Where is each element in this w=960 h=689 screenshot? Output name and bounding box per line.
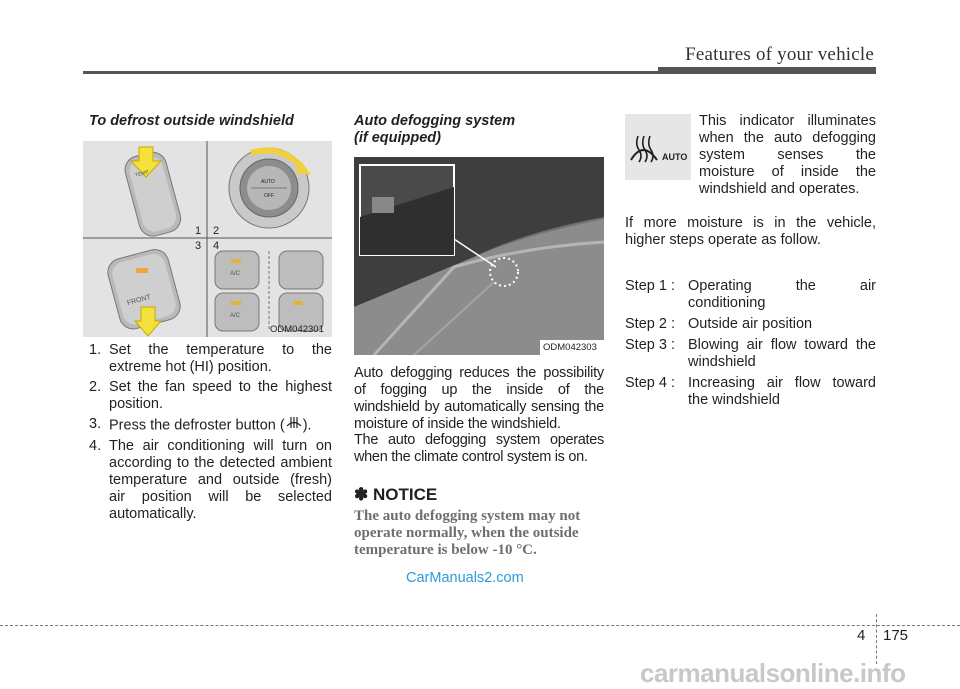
- list-item: Step 1 : Operating the air conditioning: [625, 278, 876, 311]
- moisture-intro: If more moisture is in the vehicle, higher steps operate as follow.: [625, 215, 876, 248]
- section-title-line-2: (if equipped): [354, 130, 441, 146]
- section-number: 4: [857, 627, 866, 644]
- temp-label: TEMP: [134, 169, 150, 179]
- auto-defog-indicator: [625, 114, 691, 180]
- indicator-description: This indicator illuminates when the auto defogging system senses the moisture of inside the windshield and operates.: [699, 113, 876, 197]
- list-item: Step 3 : Blowing air flow toward the windshield: [625, 337, 876, 370]
- running-header: Features of your vehicle: [685, 44, 874, 65]
- section-title-line-1: Auto defogging system: [354, 113, 516, 129]
- auto-defog-icon: [625, 167, 691, 184]
- controls-illustration: [83, 141, 332, 337]
- defroster-icon: [285, 416, 303, 435]
- footer-site-watermark: carmanualsonline.info: [640, 658, 906, 688]
- list-item: 2. Set the fan speed to the highest position.: [89, 379, 332, 412]
- list-item: Step 2 : Outside air position: [625, 316, 813, 332]
- list-item: 3. Press the defroster button ( ).: [89, 416, 312, 434]
- quadrant-label-4: 4: [213, 240, 220, 252]
- ac-label-1: A/C: [230, 271, 241, 277]
- list-item: Step 4 : Increasing air flow toward the windshield: [625, 375, 876, 408]
- defrost-controls-figure: [83, 141, 332, 337]
- windshield-sensor-figure: [354, 157, 604, 355]
- front-label: FRONT: [126, 293, 152, 308]
- page-number: 175: [883, 627, 909, 644]
- header-rule-accent: [658, 67, 876, 74]
- watermark: CarManuals2.com: [406, 570, 524, 586]
- section-title-defrost: To defrost outside windshield: [89, 113, 294, 129]
- quadrant-label-2: 2: [213, 225, 220, 237]
- section-title-auto-defog: [354, 113, 515, 147]
- quadrant-label-3: 3: [195, 240, 202, 252]
- moisture-steps-list: [625, 278, 876, 413]
- figure-code: ODM042303: [543, 342, 597, 353]
- notice-body: The auto defogging system may not operate normally, when the outside temperature is below -10 °C.: [354, 508, 581, 558]
- figure-code: ODM042301: [270, 324, 324, 335]
- notice-title: ✽ NOTICE: [354, 485, 438, 504]
- auto-defog-operation: The auto defogging system operates when the climate control system is on.: [354, 432, 604, 465]
- auto-defog-description: Auto defogging reduces the possibility of fogging up the inside of the windshield by automatically sensing the moisture of inside the windshield.: [354, 365, 604, 432]
- defrost-steps-list: [89, 342, 332, 526]
- list-item: 4. The air conditioning will turn on according to the detected ambient temperature and outside (fresh) air position will be selected automatically.: [89, 438, 332, 522]
- quadrant-label-1: 1: [195, 225, 202, 237]
- auto-label: AUTO: [261, 179, 275, 185]
- ac-label-2: A/C: [230, 313, 241, 319]
- footer-divider: [876, 614, 877, 664]
- windshield-illustration: [354, 157, 604, 355]
- list-item: 1. Set the temperature to the extreme hot (HI) position.: [89, 342, 332, 375]
- footer-rule: [0, 625, 960, 626]
- indicator-auto-label: AUTO: [662, 152, 688, 162]
- off-label: OFF: [264, 193, 274, 199]
